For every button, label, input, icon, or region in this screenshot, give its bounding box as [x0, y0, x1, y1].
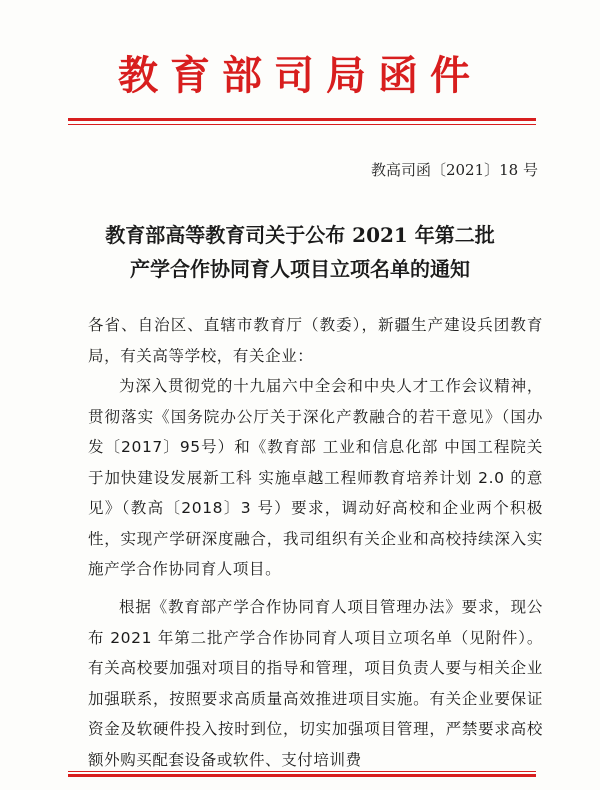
- footer-rule-thick: [68, 774, 536, 777]
- body-paragraph-2: 根据《教育部产学合作协同育人项目管理办法》要求，现公布 2021 年第二批产学合作协同育人项目立项名单（见附件）。有关高校要加强对项目的指导和管理，项目负责人要与相关企业加强联系，按照要求高质量高效推进项目实施。有关企业要保证资金及软硬件投入按时到位，切实加强项目管理，严禁要求高校额外购买配套设备或软件、支付培训费: [88, 598, 543, 769]
- document-title-line-1: 教育部高等教育司关于公布 2021 年第二批: [105, 223, 495, 247]
- document-title-line-2: 产学合作协同育人项目立项名单的通知: [130, 257, 470, 281]
- body-paragraph-1: 为深入贯彻党的十九届六中全会和中央人才工作会议精神，贯彻落实《国务院办公厅关于深化产教融合的若干意见》（国办发〔2017〕95号）和《教育部 工业和信息化部 中国工程院关于加快建设发展新工科 实施卓越工程师教育培养计划 2.0 的意见》（教高〔2018〕3 号）要求，调动好高校和企业两个积极性，实现产学研深度融合，我司组织有关企业和高校持续深入实施产学合作协同育人项目。: [88, 377, 543, 578]
- document-number: 教高司函〔2021〕18 号: [370, 161, 538, 179]
- salutation: 各省、自治区、直辖市教育厅（教委），新疆生产建设兵团教育局，有关高等学校，有关企业：: [88, 316, 543, 365]
- footer-rule-thin: [68, 771, 536, 772]
- masthead-rule-thin: [68, 124, 536, 125]
- masthead-rule-thick: [68, 118, 536, 121]
- masthead-title: 教育部司局函件: [118, 53, 482, 99]
